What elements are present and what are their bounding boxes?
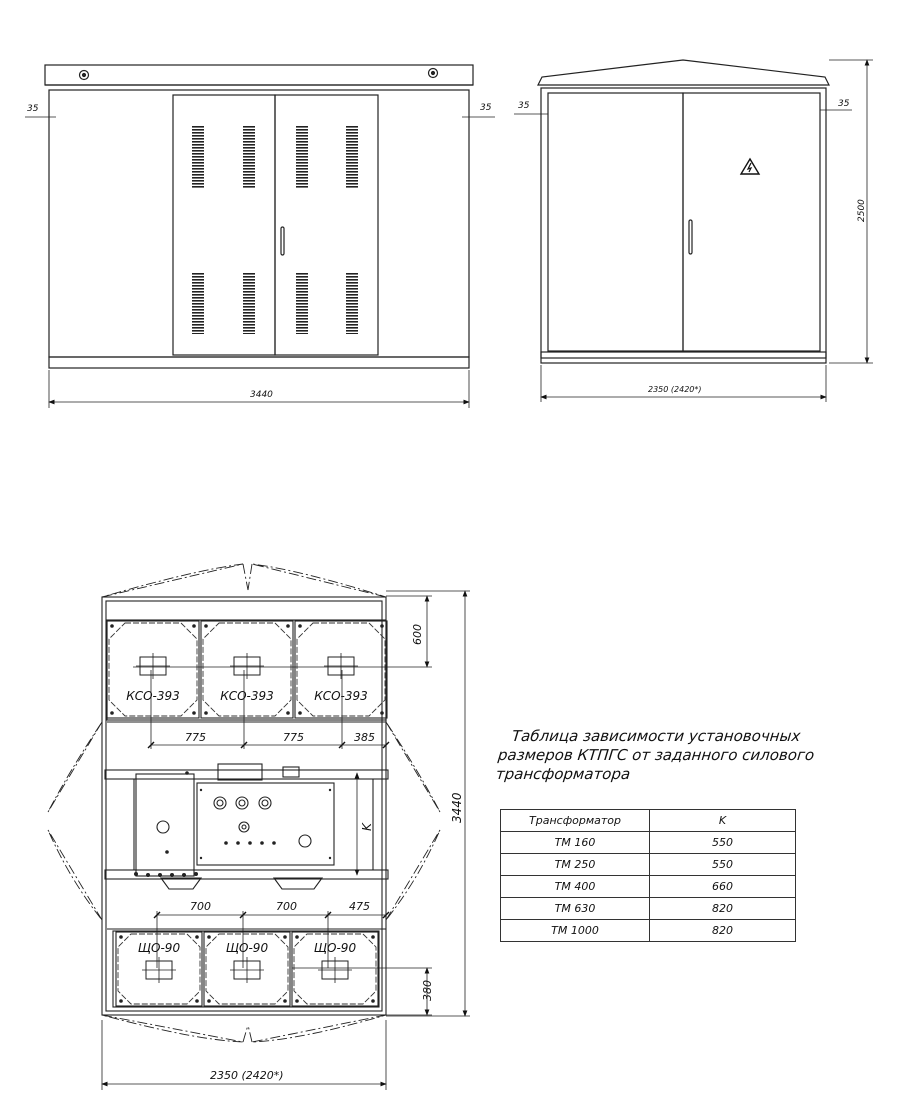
table-caption [495,727,821,784]
shcho-cell-label: ЩО-90 [313,941,357,955]
bolt-icon [119,999,123,1003]
top-cells [107,621,387,718]
front-roof [45,65,473,85]
side-door-right [683,93,820,351]
bolt-icon [110,711,114,715]
side-width-dim: 2350 (2420*) [648,385,702,394]
bolt-icon [192,624,196,628]
bolt-icon [192,711,196,715]
front-width-dim: 3440 [250,390,273,400]
bolt-icon [286,624,290,628]
oil-indicator-icon [299,835,311,847]
cell-k: 550 [650,832,796,854]
manometer-icon [157,821,169,833]
bolt-icon [119,935,123,939]
bolt-icon [371,935,375,939]
bolt-icon [207,999,211,1003]
cell-k: 550 [650,854,796,876]
bolt-icon [286,711,290,715]
kso-cell [295,621,387,718]
shcho-cell-label: ЩО-90 [225,941,269,955]
front-door-right [275,95,378,355]
front-base [49,357,469,368]
side-door-left [548,93,683,351]
cell-transformer: ТМ 630 [501,898,650,920]
front-door-left [173,95,275,355]
cell-transformer: ТМ 400 [501,876,650,898]
front-right-offset: 35 [480,103,492,113]
table-row [501,832,796,854]
bolt-icon [110,624,114,628]
table-row [501,854,796,876]
top-dim-3: 385 [354,731,375,744]
table-header-row [501,810,796,832]
caption-line-1: Таблица зависимости установочных [511,727,802,745]
header-transformer: Трансформатор [501,810,650,832]
cell-transformer: ТМ 160 [501,832,650,854]
bolt-icon [195,935,199,939]
side-view [538,60,829,363]
bolt-icon [371,999,375,1003]
side-right-offset: 35 [838,99,850,109]
bottom-dim-3: 475 [349,900,370,913]
side-roof [538,60,829,85]
bottom-dim-1: 700 [190,900,211,913]
bolt-icon [295,935,299,939]
cell-k: 820 [650,898,796,920]
bolt-icon [298,624,302,628]
cell-k: 660 [650,876,796,898]
transformer-bolts [134,771,331,877]
side-height-dim: 2500 [857,199,867,222]
caption-line-2: размеров КТПГС от заданного силового [497,746,816,764]
high-voltage-warning-icon [741,159,759,174]
transformer-tank [197,783,334,865]
bolt-icon [283,935,287,939]
side-left-offset: 35 [518,101,530,111]
bolt-icon [207,935,211,939]
top-compartment [107,620,386,720]
cell-transformer: ТМ 250 [501,854,650,876]
front-body [49,90,469,357]
door-handle-icon [689,220,692,254]
transformer-side-box [136,774,194,876]
bolt-icon [380,711,384,715]
kso-cell-label: КСО-393 [220,689,274,703]
table-row [501,898,796,920]
bolt-icon [298,711,302,715]
bolt-icon [295,999,299,1003]
bolt-icon [380,624,384,628]
top-dim-1: 775 [185,731,206,744]
shcho-cell [116,932,202,1006]
top-dim-2: 775 [283,731,304,744]
bolt-icon [195,999,199,1003]
bottom-offset-dim: 380 [421,980,434,1001]
top-offset-dim: 600 [411,624,424,645]
bolt-icon [204,711,208,715]
cell-k: 820 [650,920,796,942]
kso-cell [201,621,293,718]
door-handle-icon [281,227,284,255]
k-label: K [360,823,374,831]
bottom-cells [116,932,378,1006]
bottom-dim-2: 700 [276,900,297,913]
kso-cell-label: КСО-393 [126,689,180,703]
caption-line-3: трансформатора [495,765,632,783]
front-left-offset: 35 [27,104,39,114]
bolt-icon [283,999,287,1003]
header-k: K [650,810,796,832]
shcho-cell [204,932,290,1006]
shcho-cell [292,932,378,1006]
table-row [501,920,796,942]
plan-length-dim: 3440 [450,792,464,823]
dimensions-table [500,809,796,942]
plan-width-dim: 2350 (2420*) [210,1069,284,1082]
front-view [45,65,473,368]
kso-cell [107,621,199,718]
cell-transformer: ТМ 1000 [501,920,650,942]
front-dimensions [25,117,495,408]
table-row [501,876,796,898]
kso-cell-label: КСО-393 [314,689,368,703]
plan-dimension-ticks [148,742,389,918]
bolt-icon [204,624,208,628]
shcho-cell-label: ЩО-90 [137,941,181,955]
